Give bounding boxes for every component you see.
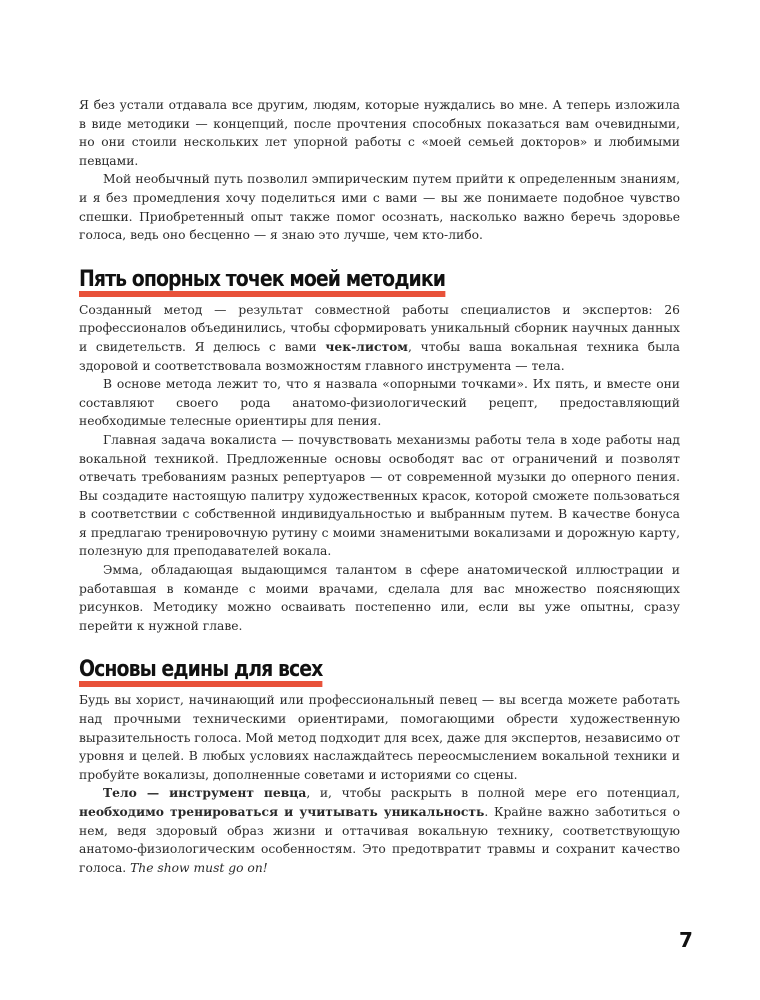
paragraph: Мой необычный путь позволил эмпирическим путем прийти к определенным знаниям, и я без промедления хочу поделиться ими с вами — вы же понимаете подобное чувство спешки. Приобретенный опыт также помог осознать, насколько важно беречь здоровье голоса, ведь оно бесценно — я знаю это лучше, чем кто-либо. [79,172,680,243]
italic-text: The show must go on! [130,860,268,875]
heading-text: Основы едины для всех [79,657,323,683]
text-run: Созданный метод — результат совместной работы специалистов и экспертов: 26 профессионалов объединились, чтобы сформировать уникальный сборник научных данных и свидетельств. Я делюсь с вами [79,302,680,354]
text-run: . Крайне важно заботиться о нем, ведя здоровый образ жизни и оттачивая вокальную технику, соответствующую анатомо-физиологическим особенностям. Это предотвратит травмы и сохранит качество голоса. [79,805,680,875]
section-heading [79,267,445,293]
section-heading-wrap [79,267,680,301]
paragraph: Главная задача вокалиста — почувствовать механизмы работы тела в ходе работы над вокальной техникой. Предложенные основы освободят вас от ограничений и позволят отвечать требованиям разных репертуаров — от современной музыки до оперного пения. Вы создадите настоящую палитру художественных красок, которой сможете пользоваться в соответствии с собственной индивидуальностью и выбранным путем. В качестве бонуса я предлагаю тренировочную рутину с моими знаменитыми вокализами и дорожную карту, полезную для преподавателей вокала. [79,432,680,559]
heading-text: Пять опорных точек моей методики [79,266,446,292]
paragraph: Эмма, обладающая выдающимся талантом в сфере анатомической иллюстрации и работавшая в команде с моими врачами, сделала для вас множество поясняющих рисунков. Методику можно осваивать постепенно или, если вы уже опытны, сразу перейти к нужной главе. [79,563,680,633]
paragraph: В основе метода лежит то, что я назвала «опорными точками». Их пять, и вместе они составляют своего рода анатомо-физиологический рецепт, предоставляющий необходимые телесные ориентиры для пения. [79,377,680,429]
bold-text: необходимо тренироваться и учитывать уникальность [79,804,485,819]
paragraph: Будь вы хорист, начинающий или профессиональный певец — вы всегда можете работать над прочными техническими ориентирами, помогающими обрести художественную выразительность голоса. Мой метод подходит для всех, даже для экспертов, независимо от уровня и целей. В любых условиях наслаждайтесь переосмыслением вокальной техники и пробуйте вокализы, дополненные советами и историями со сцены. [79,693,680,782]
paragraph [79,784,680,877]
page-number: 7 [679,928,693,952]
text-run: , и, чтобы раскрыть в полной мере его потенциал, [306,786,680,801]
bold-text: чек-листом [325,338,408,354]
page-body [79,96,680,877]
section-heading-wrap [79,657,680,691]
section-heading [79,657,322,683]
text-run: , чтобы ваша вокальная техника была здоровой и соответствовала возможностям главного инструмента — тела. [79,339,680,373]
bold-text: Тело — инструмент певца [103,785,307,801]
paragraph [79,301,680,375]
paragraph: Я без устали отдавала все другим, людям, которые нуждались во мне. А теперь изложила в виде методики — концепций, после прочтения способных показаться вам очевидными, но они стоили нескольких лет упорной работы с «моей семьей докторов» и любимыми певцами. [79,98,680,168]
